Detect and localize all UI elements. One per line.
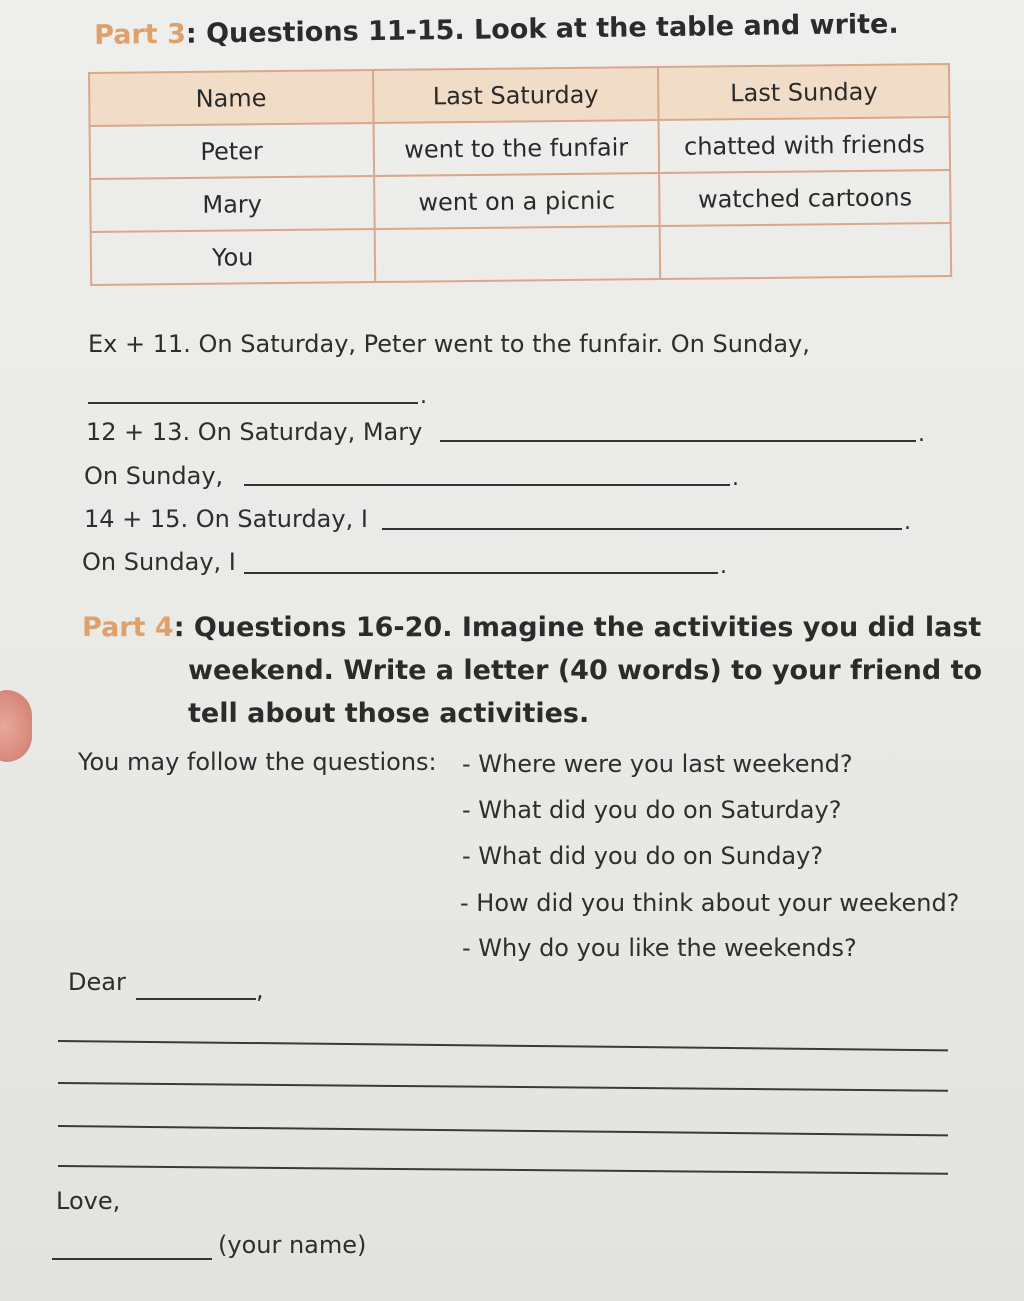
letter-line[interactable] bbox=[58, 1165, 948, 1175]
letter-line[interactable] bbox=[58, 1082, 948, 1092]
dear-name-line[interactable] bbox=[136, 998, 256, 1000]
letter-line[interactable] bbox=[58, 1125, 948, 1136]
question-item: - Why do you like the weekends? bbox=[462, 934, 857, 962]
period: . bbox=[420, 384, 427, 409]
cell-sunday-blank[interactable] bbox=[660, 223, 951, 279]
period: . bbox=[720, 554, 727, 579]
cell-sunday: chatted with friends bbox=[659, 117, 950, 173]
exercise-12: 12 + 13. On Saturday, Mary bbox=[86, 418, 423, 446]
cell-saturday: went to the funfair bbox=[373, 120, 659, 176]
part4-title-line3: tell about those activities. bbox=[188, 698, 590, 729]
letter-dear: Dear bbox=[68, 968, 126, 996]
activities-table bbox=[88, 63, 952, 286]
period: . bbox=[918, 422, 925, 447]
answer-line-11[interactable] bbox=[88, 402, 418, 404]
cell-saturday-blank[interactable] bbox=[374, 226, 660, 282]
part3-heading bbox=[94, 9, 899, 51]
exercise-13: On Sunday, bbox=[84, 462, 224, 490]
answer-line-13[interactable] bbox=[244, 484, 730, 486]
exercise-15: On Sunday, I bbox=[82, 548, 236, 576]
cell-sunday: watched cartoons bbox=[659, 170, 950, 226]
part3-title: : Questions 11-15. Look at the table and write. bbox=[185, 8, 899, 50]
period: . bbox=[904, 510, 911, 535]
cell-name: Peter bbox=[90, 123, 374, 179]
period: . bbox=[732, 466, 739, 491]
part4-label: Part 4 bbox=[82, 612, 174, 643]
thumb bbox=[0, 690, 32, 762]
question-item: - What did you do on Sunday? bbox=[462, 842, 824, 870]
part3-label: Part 3 bbox=[94, 18, 187, 51]
exercise-14: 14 + 15. On Saturday, I bbox=[84, 505, 368, 533]
question-item: - What did you do on Saturday? bbox=[462, 796, 842, 824]
follow-label: You may follow the questions: bbox=[78, 748, 437, 776]
letter-love: Love, bbox=[56, 1187, 121, 1215]
part4-title-line2: weekend. Write a letter (40 words) to your friend to bbox=[188, 655, 983, 686]
header-last-sunday: Last Sunday bbox=[658, 64, 949, 120]
signature-line[interactable] bbox=[52, 1258, 212, 1260]
question-item: - How did you think about your weekend? bbox=[460, 889, 960, 917]
answer-line-15[interactable] bbox=[244, 572, 718, 574]
header-last-saturday: Last Saturday bbox=[373, 67, 659, 123]
part4-title-line1: : Questions 16-20. Imagine the activities you did last bbox=[173, 612, 982, 643]
dear-comma: , bbox=[256, 976, 264, 1004]
cell-name: You bbox=[91, 229, 375, 285]
table-row bbox=[90, 170, 951, 232]
cell-saturday: went on a picnic bbox=[374, 173, 660, 229]
letter-line[interactable] bbox=[58, 1040, 948, 1051]
table-row bbox=[90, 117, 951, 179]
table-row bbox=[91, 223, 952, 285]
question-item: - Where were you last weekend? bbox=[462, 750, 853, 778]
part4-heading-line1 bbox=[82, 612, 981, 643]
header-name: Name bbox=[89, 70, 373, 126]
answer-line-14[interactable] bbox=[382, 528, 902, 530]
table-header-row bbox=[89, 64, 950, 126]
your-name-hint: (your name) bbox=[218, 1231, 367, 1259]
cell-name: Mary bbox=[90, 176, 374, 232]
answer-line-12[interactable] bbox=[440, 440, 916, 442]
exercise-11: Ex + 11. On Saturday, Peter went to the funfair. On Sunday, bbox=[88, 330, 810, 358]
